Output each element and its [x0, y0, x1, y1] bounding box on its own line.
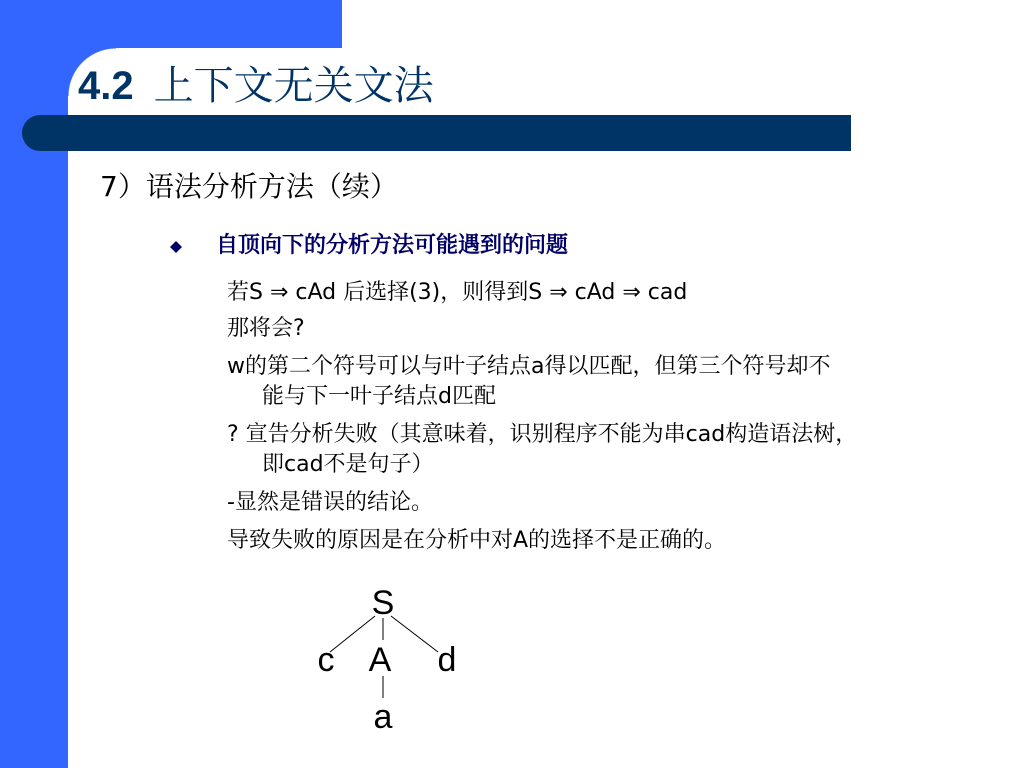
section-heading: 7）语法分析方法（续）: [100, 170, 398, 203]
slide-title: [78, 58, 434, 114]
slide-title-number: 4.2: [78, 64, 134, 108]
tree-edge-s-d: [391, 616, 438, 652]
consequence-intro: 那将会?: [227, 316, 305, 341]
top-decorative-band: [68, 0, 342, 48]
tree-node-a-lower: a: [373, 698, 393, 736]
failure-cause: 导致失败的原因是在分析中对A的选择不是正确的。: [227, 528, 727, 553]
failure-statement: ? 宣告分析失败（其意味着，识别程序不能为串cad构造语法树，: [227, 422, 858, 447]
tree-node-root: S: [371, 584, 395, 622]
failure-statement-continued: 即cad不是句子）: [262, 452, 434, 477]
derivation-line: 若S ⇒ cAd 后选择(3)，则得到S ⇒ cAd ⇒ cad: [227, 280, 688, 305]
title-underline-bar: [22, 115, 851, 151]
bullet-heading: 自顶向下的分析方法可能遇到的问题: [216, 233, 569, 258]
diamond-bullet-icon: [169, 240, 183, 254]
wrong-conclusion: -显然是错误的结论。: [227, 490, 433, 515]
tree-node-c: c: [317, 641, 335, 679]
match-explanation-continued: 能与下一叶子结点d匹配: [262, 384, 496, 409]
tree-node-a-upper: A: [368, 641, 392, 679]
slide-title-text: 上下文无关文法: [153, 63, 434, 109]
tree-node-d: d: [437, 641, 457, 679]
parse-tree: [300, 578, 500, 738]
match-explanation: w的第二个符号可以与叶子结点a得以匹配，但第三个符号却不: [227, 354, 831, 379]
